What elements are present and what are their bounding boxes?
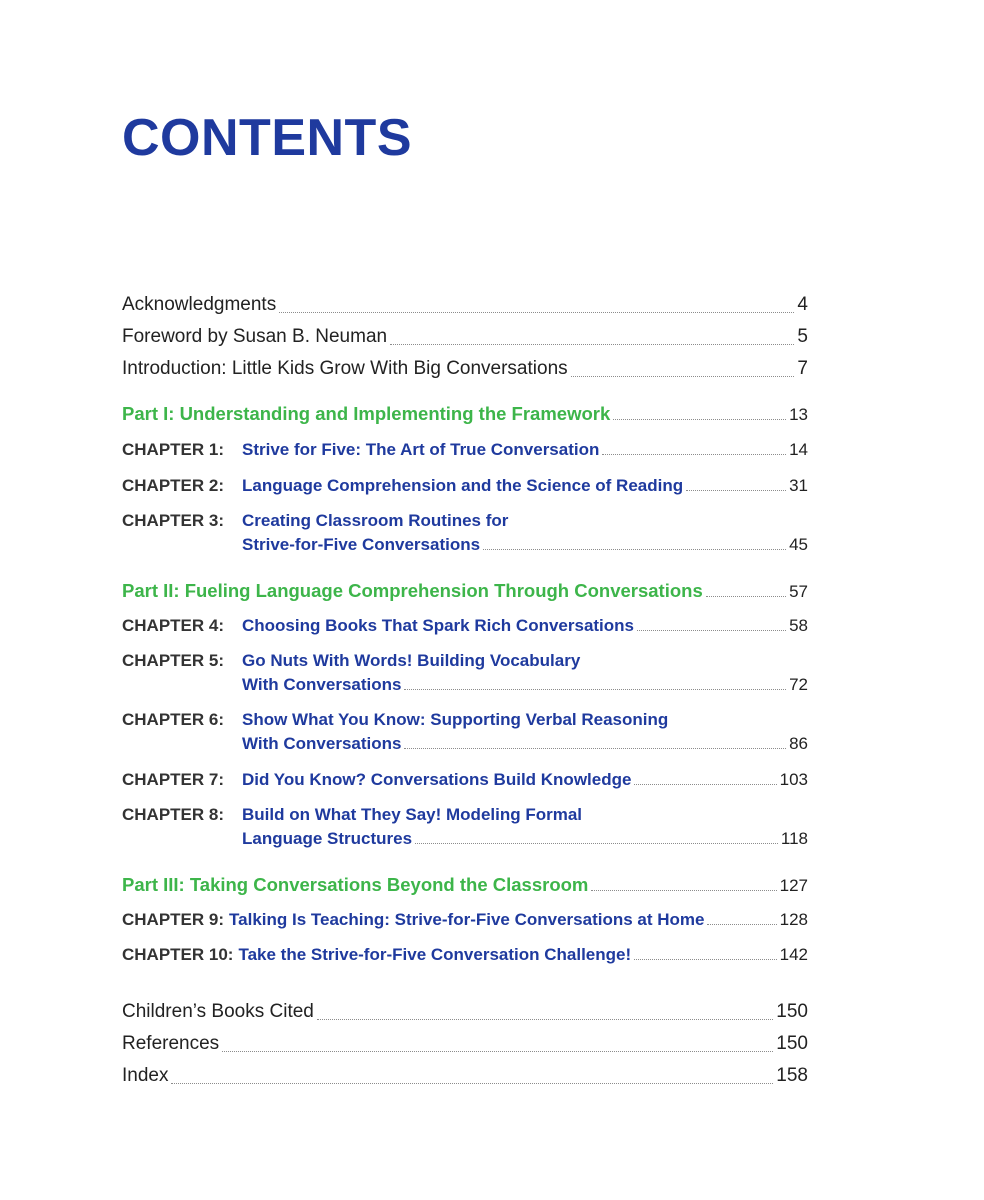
chapter-title: Build on What They Say! Modeling Formal: [242, 805, 583, 824]
toc-page-number: 13: [789, 405, 808, 424]
back-matter: [122, 996, 808, 1092]
chapter-entry[interactable]: [122, 651, 808, 695]
dot-leader: [317, 1019, 773, 1020]
chapter-entry[interactable]: [122, 945, 808, 965]
toc-entry-label: Acknowledgments: [122, 294, 277, 315]
chapter-entry[interactable]: [122, 710, 808, 754]
toc-page-number: 118: [780, 829, 808, 848]
toc-page-number: 86: [789, 734, 808, 753]
dot-leader: [637, 630, 786, 631]
chapter-number: CHAPTER 1:: [122, 440, 225, 459]
toc-entry[interactable]: [122, 353, 808, 385]
chapter-title: Show What You Know: Supporting Verbal Reasoning: [242, 710, 669, 729]
toc-page-number: 5: [797, 326, 808, 347]
chapter-number: CHAPTER 4:: [122, 616, 225, 635]
toc-page-number: 127: [779, 876, 808, 895]
toc-page-number: 128: [779, 910, 808, 929]
part-heading[interactable]: [122, 874, 808, 896]
dot-leader: [404, 748, 786, 749]
chapter-title: Did You Know? Conversations Build Knowledge: [242, 770, 632, 789]
chapter-number: CHAPTER 5:: [122, 651, 225, 670]
toc-entry-label: Index: [122, 1065, 169, 1086]
front-matter: [122, 289, 808, 385]
dot-leader: [686, 490, 786, 491]
dot-leader: [390, 344, 794, 345]
toc-page-number: 57: [789, 582, 808, 601]
chapter-title-continued: Language Structures: [242, 829, 413, 848]
dot-leader: [415, 843, 778, 844]
chapter-number: CHAPTER 9:: [122, 910, 225, 929]
chapter-entry[interactable]: [122, 476, 808, 496]
toc-page-number: 142: [779, 945, 808, 964]
chapter-number: CHAPTER 2:: [122, 476, 225, 495]
chapter-title: Strive for Five: The Art of True Conversation: [242, 440, 600, 459]
dot-leader: [222, 1051, 773, 1052]
page-title: CONTENTS: [122, 109, 412, 167]
toc-page-number: 45: [789, 535, 808, 554]
dot-leader: [591, 890, 776, 891]
toc-entry-label: References: [122, 1033, 220, 1054]
dot-leader: [483, 549, 786, 550]
chapter-title: Creating Classroom Routines for: [242, 511, 509, 530]
chapter-entry[interactable]: [122, 910, 808, 930]
toc-page-number: 4: [797, 294, 808, 315]
dot-leader: [634, 784, 776, 785]
part-title: Part I: Understanding and Implementing the Framework: [122, 403, 611, 424]
chapter-number: CHAPTER 10:: [122, 945, 234, 964]
toc-page-number: 14: [789, 440, 808, 459]
chapter-title: Choosing Books That Spark Rich Conversations: [242, 616, 635, 635]
chapter-number: CHAPTER 7:: [122, 770, 225, 789]
toc-page-number: 72: [789, 675, 808, 694]
toc-entry[interactable]: [122, 1028, 808, 1060]
dot-leader: [571, 376, 795, 377]
toc-page-number: 150: [776, 1001, 808, 1022]
chapter-title: Talking Is Teaching: Strive-for-Five Conversations at Home: [229, 910, 705, 929]
part-title: Part II: Fueling Language Comprehension Through Conversations: [122, 580, 703, 601]
dot-leader: [634, 959, 776, 960]
toc-entry-label: Foreword by Susan B. Neuman: [122, 326, 388, 347]
dot-leader: [279, 312, 794, 313]
toc-page-number: 158: [776, 1065, 808, 1086]
dot-leader: [171, 1083, 773, 1084]
toc-page-number: 150: [776, 1033, 808, 1054]
toc-entry-label: Children’s Books Cited: [122, 1001, 314, 1022]
toc-entry[interactable]: [122, 289, 808, 321]
toc-entry[interactable]: [122, 1060, 808, 1092]
chapter-title: Go Nuts With Words! Building Vocabulary: [242, 651, 581, 670]
part-title: Part III: Taking Conversations Beyond the Classroom: [122, 874, 589, 895]
chapter-title-continued: With Conversations: [242, 675, 402, 694]
chapter-entry[interactable]: [122, 616, 808, 636]
dot-leader: [602, 454, 786, 455]
chapter-number: CHAPTER 3:: [122, 511, 225, 530]
chapter-title: Take the Strive-for-Five Conversation Challenge!: [238, 945, 632, 964]
toc-page-number: 58: [789, 616, 808, 635]
chapter-number: CHAPTER 8:: [122, 805, 225, 824]
dot-leader: [707, 924, 776, 925]
toc-page-number: 31: [789, 476, 808, 495]
chapter-entry[interactable]: [122, 440, 808, 460]
toc-entry[interactable]: [122, 996, 808, 1028]
toc-page-number: 103: [779, 770, 808, 789]
part-heading[interactable]: [122, 580, 808, 602]
chapter-entry[interactable]: [122, 511, 808, 555]
part-heading[interactable]: [122, 403, 808, 425]
chapter-number: CHAPTER 6:: [122, 710, 225, 729]
chapter-entry[interactable]: [122, 805, 808, 849]
dot-leader: [613, 419, 786, 420]
chapter-title: Language Comprehension and the Science of Reading: [242, 476, 684, 495]
dot-leader: [404, 689, 786, 690]
toc-entry-label: Introduction: Little Kids Grow With Big Conversations: [122, 358, 568, 379]
toc-page-number: 7: [797, 358, 808, 379]
chapter-title-continued: Strive-for-Five Conversations: [242, 535, 481, 554]
chapter-entry[interactable]: [122, 770, 808, 790]
toc-entry[interactable]: [122, 321, 808, 353]
dot-leader: [706, 596, 786, 597]
chapter-title-continued: With Conversations: [242, 734, 402, 753]
